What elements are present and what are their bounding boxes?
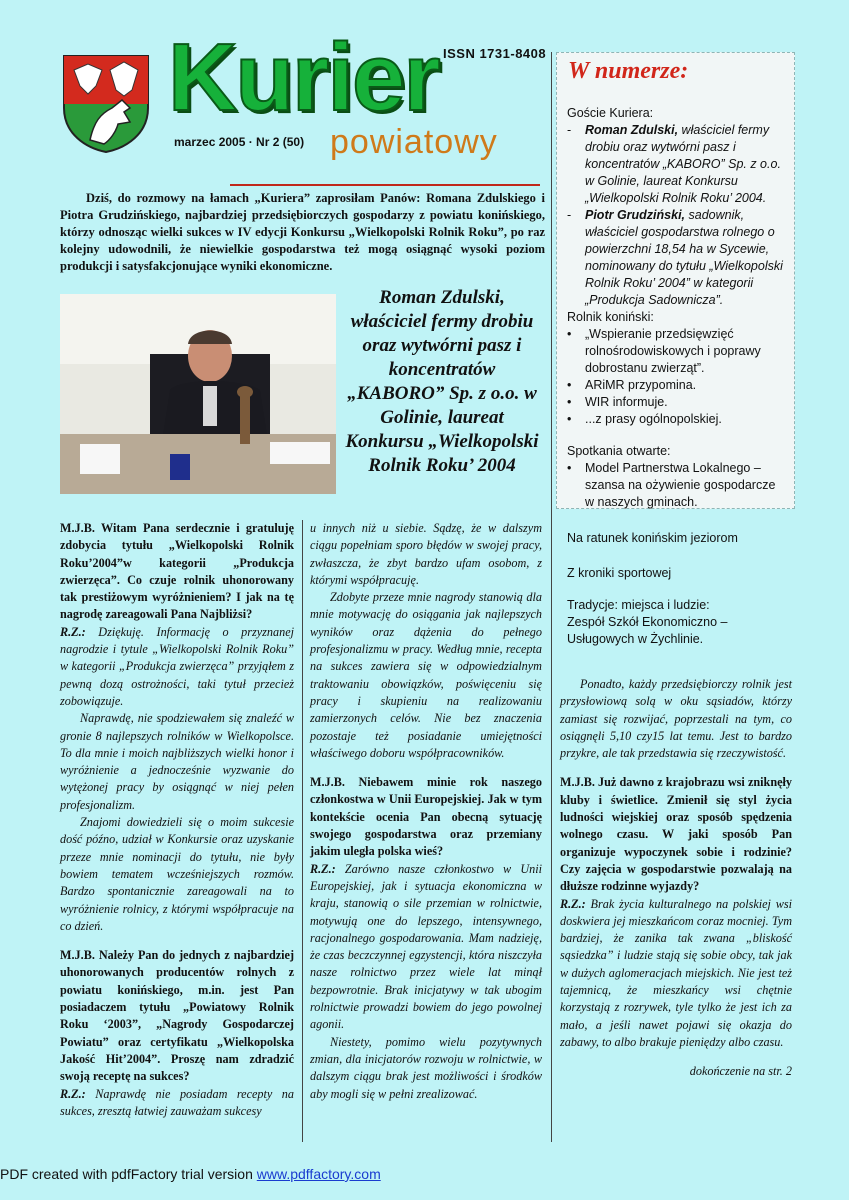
issue-dateline: marzec 2005 · Nr 2 (50) (174, 135, 305, 149)
toc-guests-heading: Goście Kuriera: (567, 106, 654, 120)
toc-meetings (567, 443, 785, 511)
toc-tradition-text: Zespół Szkół Ekonomiczno – Usługowych w Żychlinie. (567, 615, 728, 646)
column-divider (551, 52, 552, 1142)
toc-farmer-item: • ARiMR przypomina. (567, 377, 785, 394)
toc-guests (567, 105, 785, 309)
interview-answer: Znajomi dowiedzieli się o moim sukcesie dość późno, udział w Konkursie oraz uzyskanie przeze mnie nominacji do tytułu, nie były bowiem tematem wcześniejszych rozmów. Bardzo spontanicznie zareagowali na to wyróżnienie rolnicy, z którymi współpracuje na co dzień. (60, 815, 294, 933)
pdf-footer (0, 1166, 381, 1182)
toc-farmer-item: • ...z prasy ogólnopolskiej. (567, 411, 785, 428)
toc-guest-item: - Piotr Grudziński, sadownik, właściciel gospodarstwa rolnego o powierzchni 18,54 ha w Sycewie, nominowany do tytułu „Wielkopolski Rolnik Roku’ 2004” w kategorii „Produkcja Sadownicza”. (567, 207, 785, 309)
footer-text: PDF created with pdfFactory trial version (0, 1166, 257, 1182)
column-divider (302, 520, 303, 1142)
article-column-3 (560, 676, 792, 1081)
interview-question: M.J.B. Już dawno z krajobrazu wsi zniknęły kluby i świetlice. Zmienił się styl życia ludności wiejskiej oraz sposób spędzenia wolnego czasu. W jaki sposób Pan organizuje wypoczynek sobie i rodzinie? Czy zajęcia w gospodarstwie pozwalają na dłuższe rodzinne wyjazdy? (560, 775, 792, 894)
toc-sports: Z kroniki sportowej (567, 566, 672, 580)
interview-photo (60, 294, 336, 494)
article-column-2 (310, 520, 542, 1103)
toc-farmer-item: • WIR informuje. (567, 394, 785, 411)
article-column-1 (60, 520, 294, 1120)
coat-of-arms-logo (60, 52, 152, 154)
toc-meetings-item: • Model Partnerstwa Lokalnego – szansa na ożywienie gospodarcze w naszych gminach. (567, 460, 785, 511)
toc-title: W numerze: (568, 58, 689, 84)
toc-farmer (567, 309, 785, 428)
masthead-subtitle: powiatowy (330, 123, 498, 161)
toc-tradition (567, 597, 785, 648)
toc-guest-item: - Roman Zdulski, właściciel fermy drobiu oraz wytwórni pasz i koncentratów „KABORO” Sp. z o.o. w Golinie, laureat Konkursu „Wielkopolski Rolnik Roku’ 2004. (567, 122, 785, 207)
toc-farmer-item: • „Wspieranie przedsięwzięć rolnośrodowiskowych i poprawy dobrostanu zwierząt”. (567, 326, 785, 377)
interview-answer: R.Z.: Zarówno nasze członkostwo w Unii Europejskiej, jak i sytuacja ekonomiczna w kraju, stanowią o sile przemian w rolnictwie, motywują one do lepszego, intensywnego, racjonalnego gospodarowania. Mam nadzieję, że czas beczczynnej egzystencji, która niszczyła nasze rolnictwo przez wiele lat minął bezpowrotnie. Brak inicjatywy w tak ubogim rolnictwie prowadzi bowiem do jego powolnej agonii. (310, 861, 542, 1032)
toc-meetings-heading: Spotkania otwarte: (567, 444, 671, 458)
intro-paragraph: Dziś, do rozmowy na łamach „Kuriera” zaprosiłam Panów: Romana Zdulskiego i Piotra Grudzińskiego, najbardziej przedsiębiorczych gospodarzy z powiatu konińskiego, którzy odnosząc wielki sukces w IV edycji Konkursu „Wielkopolski Rolnik Roku”, po raz kolejny udowodnili, że niewielkie gospodarstwa też mogą osiągnąć wysoki poziom produkcji i satysfakcjonujące wyniki ekonomiczne. (60, 191, 545, 273)
interview-answer: R.Z.: Naprawdę nie posiadam recepty na sukces, zresztą łatwiej zauważam sukcesy (60, 1086, 294, 1118)
toc-lakes: Na ratunek konińskim jeziorom (567, 531, 738, 545)
interview-question: M.J.B. Należy Pan do jednych z najbardziej uhonorowanych producentów rolnych z powiatu konińskiego, m.in. jest Pan posiadaczem tytułu „Powiatowy Rolnik Roku ‘2003”, „Nagrody Gospodarczej Powiatu” oraz certyfikatu „Wielkopolska Jakość Hit’2004”. Proszę nam zdradzić swoją receptę na sukces? (60, 948, 294, 1084)
interview-answer: Ponadto, każdy przedsiębiorczy rolnik jest przysłowiową solą w oku sąsiadów, którzy zamiast się rozwijać, poprzestali na tym, co osiągnęli 5,10 czy15 lat temu. Jest to bardzo przykre, ale tak przedstawia się rzeczywistość. (560, 677, 792, 761)
toc-farmer-heading: Rolnik koniński: (567, 310, 654, 324)
interview-answer: Naprawdę, nie spodziewałem się znaleźć w gronie 8 najlepszych rolników w Wielkopolsce. To dla mnie i moich najbliższych wielki honor i wyróżnienie a jednocześnie wyzwanie do wytężonej pracy by osiągnąć w niej pełen profesjonalizm. (60, 711, 294, 812)
toc-tradition-heading: Tradycje: miejsca i ludzie: (567, 598, 710, 612)
interview-answer: Niestety, pomimo wielu pozytywnych zmian, dla inicjatorów rozwoju w rolnictwie, w dalszym ciągu brak jest możliwości i środków aby mogli się w pełni zrealizować. (310, 1034, 542, 1101)
interview-answer: Zdobyte przeze mnie nagrody stanowią dla mnie motywację do osiągania jak najlepszych wyników oraz dążenia do pełnego profesjonalizmu w pracy. Według mnie, recepta na sukces zawiera się w odpowiedzialnym traktowaniu obowiązków, poświęceniu się pracy i skupieniu na realizowaniu zamierzonych celów. Nie bez znaczenia pozostaje też posiadanie umiejętności właściwego doboru współpracowników. (310, 590, 542, 760)
interview-answer: R.Z.: Dziękuję. Informację o przyznanej nagrodzie i tytule „Wielkopolski Rolnik Roku” w kategorii „Produkcja zwierzęca” przyjąłem z pewną dozą ostrożności, taki tytuł przecież zobowiązuje. (60, 624, 294, 708)
pdffactory-link[interactable]: www.pdffactory.com (256, 1166, 381, 1182)
interview-question: M.J.B. Niebawem minie rok naszego członkostwa w Unii Europejskiej. Jak w tym kontekście ocenia Pan obecną sytuację swojego gospodarstwa oraz przemiany jakim uległa polska wieś? (310, 775, 542, 859)
issn-number: ISSN 1731-8408 (443, 46, 547, 61)
masthead-title: Kurier (168, 24, 439, 131)
interview-question: M.J.B. Witam Pana serdecznie i gratuluję zdobycia tytułu „Wielkopolski Rolnik Roku’2004”w kategorii „Produkcja zwierzęca”. Co czuje rolnik uhonorowany tak prestiżowym wyróżnieniem? I jak na tę nagrodę zareagowali Pana Najbliżsi? (60, 521, 294, 622)
continued-note: dokończenie na str. 2 (689, 1064, 792, 1079)
photo-caption: Roman Zdulski, właściciel fermy drobiu oraz wytwórni pasz i koncentratów „KABORO” Sp. z o.o. w Golinie, laureat Konkursu „Wielkopolski Rolnik Roku’ 2004 (345, 287, 539, 476)
intro-divider (230, 184, 540, 186)
interview-answer: R.Z.: Brak życia kulturalnego na polskiej wsi doskwiera jej mieszkańcom coraz mocniej. Tym bardziej, że zanika tak zwana „bliskość sąsiedzka” i ludzie stają się sobie obcy, tak jak w dużych aglomeracjach miejskich. Nie jest też tajemnicą, że mieszkańcy wsi chętnie korzystają z rozrywek, tyle tylko że jest ich za mało, a jeśli nawet pojawi się okazja do zabawy, to albo brakuje pieniędzy albo czasu. (560, 896, 792, 1049)
interview-answer: u innych niż u siebie. Sądzę, że w dalszym ciągu popełniam sporo błędów w swojej pracy, zwłaszcza, że zbyt bardzo ufam osobom, z którymi współpracuję. (310, 521, 542, 587)
